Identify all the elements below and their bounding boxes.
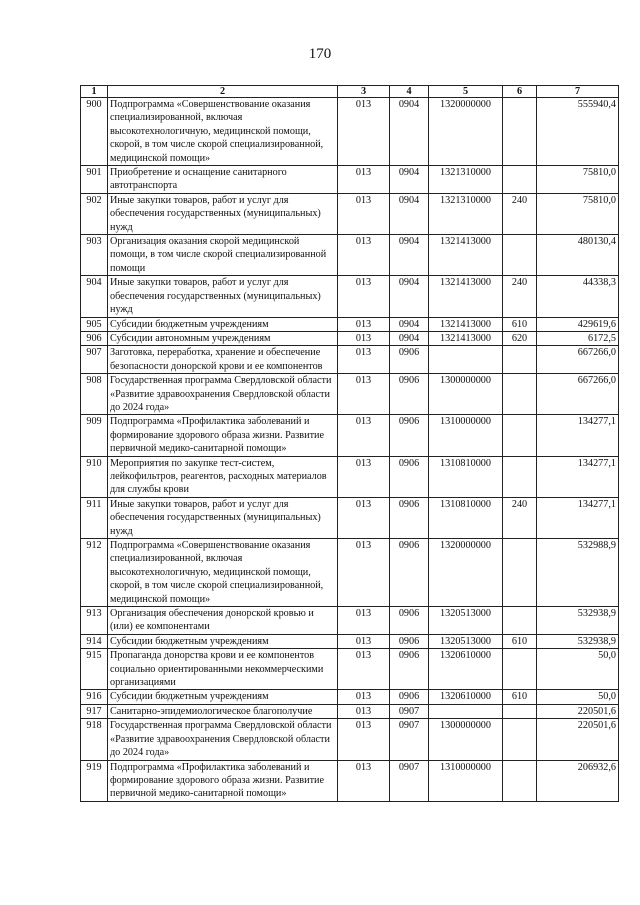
admin-code: 013 [338, 704, 390, 718]
amount: 532938,9 [537, 607, 619, 635]
row-number: 911 [81, 497, 108, 538]
table-row [81, 607, 619, 635]
item-name: Государственная программа Свердловской области «Развитие здравоохранения Свердловской области до 2024 года» [108, 374, 338, 415]
target-code: 1321413000 [429, 317, 503, 331]
item-name: Субсидии автономным учреждениям [108, 331, 338, 345]
item-name: Пропаганда донорства крови и ее компонентов социально ориентированными некоммерческими организациями [108, 649, 338, 690]
item-name: Подпрограмма «Профилактика заболеваний и формирование здорового образа жизни. Развитие первичной медико-санитарной помощи» [108, 760, 338, 801]
item-name: Иные закупки товаров, работ и услуг для обеспечения государственных (муниципальных) нужд [108, 276, 338, 317]
target-code: 1300000000 [429, 719, 503, 760]
target-code: 1320610000 [429, 649, 503, 690]
admin-code: 013 [338, 760, 390, 801]
admin-code: 013 [338, 235, 390, 276]
admin-code: 013 [338, 276, 390, 317]
expense-type-code [503, 649, 537, 690]
expense-type-code: 620 [503, 331, 537, 345]
expense-type-code: 610 [503, 634, 537, 648]
table-row [81, 415, 619, 456]
amount: 75810,0 [537, 193, 619, 234]
item-name: Подпрограмма «Профилактика заболеваний и формирование здорового образа жизни. Развитие первичной медико-санитарной помощи» [108, 415, 338, 456]
section-code: 0904 [390, 166, 429, 194]
expense-type-code [503, 456, 537, 497]
expense-type-code: 240 [503, 497, 537, 538]
section-code: 0906 [390, 607, 429, 635]
target-code: 1321413000 [429, 235, 503, 276]
amount: 555940,4 [537, 98, 619, 166]
amount: 50,0 [537, 690, 619, 704]
item-name: Субсидии бюджетным учреждениям [108, 634, 338, 648]
item-name: Приобретение и оснащение санитарного автотранспорта [108, 166, 338, 194]
row-number: 901 [81, 166, 108, 194]
section-code: 0904 [390, 331, 429, 345]
item-name: Мероприятия по закупке тест-систем, лейкофильтров, реагентов, расходных материалов для службы крови [108, 456, 338, 497]
item-name: Организация обеспечения донорской кровью и (или) ее компонентами [108, 607, 338, 635]
col-header-7: 7 [537, 86, 619, 98]
amount: 480130,4 [537, 235, 619, 276]
expense-type-code [503, 760, 537, 801]
item-name: Государственная программа Свердловской области «Развитие здравоохранения Свердловской области до 2024 года» [108, 719, 338, 760]
row-number: 908 [81, 374, 108, 415]
section-code: 0904 [390, 235, 429, 276]
section-code: 0906 [390, 374, 429, 415]
expense-type-code [503, 607, 537, 635]
section-code: 0904 [390, 98, 429, 166]
section-code: 0906 [390, 634, 429, 648]
row-number: 915 [81, 649, 108, 690]
row-number: 917 [81, 704, 108, 718]
col-header-3: 3 [338, 86, 390, 98]
header-row [81, 86, 619, 98]
target-code: 1320000000 [429, 539, 503, 607]
table-body [81, 98, 619, 802]
section-code: 0906 [390, 415, 429, 456]
admin-code: 013 [338, 166, 390, 194]
admin-code: 013 [338, 539, 390, 607]
target-code: 1320513000 [429, 607, 503, 635]
table-row [81, 539, 619, 607]
section-code: 0904 [390, 193, 429, 234]
admin-code: 013 [338, 317, 390, 331]
row-number: 907 [81, 346, 108, 374]
table-row [81, 346, 619, 374]
expense-type-code: 610 [503, 690, 537, 704]
amount: 532938,9 [537, 634, 619, 648]
target-code: 1320513000 [429, 634, 503, 648]
admin-code: 013 [338, 346, 390, 374]
expense-type-code [503, 539, 537, 607]
budget-table [80, 85, 619, 802]
row-number: 902 [81, 193, 108, 234]
row-number: 913 [81, 607, 108, 635]
section-code: 0906 [390, 497, 429, 538]
row-number: 918 [81, 719, 108, 760]
table-row [81, 456, 619, 497]
target-code: 1300000000 [429, 374, 503, 415]
amount: 6172,5 [537, 331, 619, 345]
amount: 667266,0 [537, 346, 619, 374]
target-code: 1320000000 [429, 98, 503, 166]
target-code: 1321413000 [429, 276, 503, 317]
col-header-1: 1 [81, 86, 108, 98]
table-row [81, 193, 619, 234]
section-code: 0907 [390, 704, 429, 718]
table-row [81, 98, 619, 166]
admin-code: 013 [338, 456, 390, 497]
target-code: 1310810000 [429, 456, 503, 497]
item-name: Иные закупки товаров, работ и услуг для обеспечения государственных (муниципальных) нужд [108, 193, 338, 234]
section-code: 0904 [390, 317, 429, 331]
table-row [81, 235, 619, 276]
table-row [81, 690, 619, 704]
target-code [429, 346, 503, 374]
amount: 220501,6 [537, 704, 619, 718]
item-name: Заготовка, переработка, хранение и обеспечение безопасности донорской крови и ее компонентов [108, 346, 338, 374]
col-header-6: 6 [503, 86, 537, 98]
admin-code: 013 [338, 649, 390, 690]
amount: 220501,6 [537, 719, 619, 760]
item-name: Организация оказания скорой медицинской помощи, в том числе скорой специализированной помощи [108, 235, 338, 276]
section-code: 0906 [390, 690, 429, 704]
table-row [81, 374, 619, 415]
section-code: 0906 [390, 539, 429, 607]
section-code: 0906 [390, 346, 429, 374]
expense-type-code [503, 374, 537, 415]
expense-type-code [503, 719, 537, 760]
col-header-2: 2 [108, 86, 338, 98]
row-number: 910 [81, 456, 108, 497]
col-header-5: 5 [429, 86, 503, 98]
row-number: 904 [81, 276, 108, 317]
expense-type-code [503, 235, 537, 276]
table-row [81, 317, 619, 331]
target-code: 1320610000 [429, 690, 503, 704]
section-code: 0904 [390, 276, 429, 317]
expense-type-code: 240 [503, 276, 537, 317]
section-code: 0906 [390, 649, 429, 690]
target-code [429, 704, 503, 718]
amount: 44338,3 [537, 276, 619, 317]
target-code: 1321310000 [429, 193, 503, 234]
item-name: Иные закупки товаров, работ и услуг для обеспечения государственных (муниципальных) нужд [108, 497, 338, 538]
table-row [81, 649, 619, 690]
table-row [81, 331, 619, 345]
amount: 50,0 [537, 649, 619, 690]
table-row [81, 719, 619, 760]
expense-type-code [503, 166, 537, 194]
item-name: Санитарно-эпидемиологическое благополучие [108, 704, 338, 718]
amount: 667266,0 [537, 374, 619, 415]
page-number: 170 [308, 46, 332, 62]
expense-type-code: 610 [503, 317, 537, 331]
target-code: 1310000000 [429, 760, 503, 801]
section-code: 0906 [390, 456, 429, 497]
table-row [81, 276, 619, 317]
admin-code: 013 [338, 719, 390, 760]
table-row [81, 497, 619, 538]
item-name: Субсидии бюджетным учреждениям [108, 690, 338, 704]
section-code: 0907 [390, 719, 429, 760]
section-code: 0907 [390, 760, 429, 801]
admin-code: 013 [338, 634, 390, 648]
item-name: Подпрограмма «Совершенствование оказания специализированной, включая высокотехнологичную, медицинской помощи, скорой, в том числе скорой специализированной, медицинской помощи» [108, 539, 338, 607]
target-code: 1310000000 [429, 415, 503, 456]
admin-code: 013 [338, 193, 390, 234]
admin-code: 013 [338, 497, 390, 538]
row-number: 906 [81, 331, 108, 345]
admin-code: 013 [338, 98, 390, 166]
row-number: 900 [81, 98, 108, 166]
expense-type-code [503, 98, 537, 166]
row-number: 905 [81, 317, 108, 331]
admin-code: 013 [338, 331, 390, 345]
amount: 134277,1 [537, 456, 619, 497]
target-code: 1310810000 [429, 497, 503, 538]
admin-code: 013 [338, 415, 390, 456]
expense-type-code [503, 346, 537, 374]
table-row [81, 704, 619, 718]
admin-code: 013 [338, 374, 390, 415]
row-number: 909 [81, 415, 108, 456]
amount: 75810,0 [537, 166, 619, 194]
row-number: 914 [81, 634, 108, 648]
amount: 532988,9 [537, 539, 619, 607]
item-name: Подпрограмма «Совершенствование оказания специализированной, включая высокотехнологичную, медицинской помощи, скорой, в том числе скорой специализированной, медицинской помощи» [108, 98, 338, 166]
amount: 206932,6 [537, 760, 619, 801]
row-number: 919 [81, 760, 108, 801]
amount: 429619,6 [537, 317, 619, 331]
admin-code: 013 [338, 607, 390, 635]
target-code: 1321413000 [429, 331, 503, 345]
table-row [81, 760, 619, 801]
amount: 134277,1 [537, 497, 619, 538]
item-name: Субсидии бюджетным учреждениям [108, 317, 338, 331]
row-number: 916 [81, 690, 108, 704]
expense-type-code [503, 415, 537, 456]
row-number: 903 [81, 235, 108, 276]
admin-code: 013 [338, 690, 390, 704]
row-number: 912 [81, 539, 108, 607]
table-row [81, 634, 619, 648]
expense-type-code: 240 [503, 193, 537, 234]
table-row [81, 166, 619, 194]
target-code: 1321310000 [429, 166, 503, 194]
col-header-4: 4 [390, 86, 429, 98]
expense-type-code [503, 704, 537, 718]
amount: 134277,1 [537, 415, 619, 456]
